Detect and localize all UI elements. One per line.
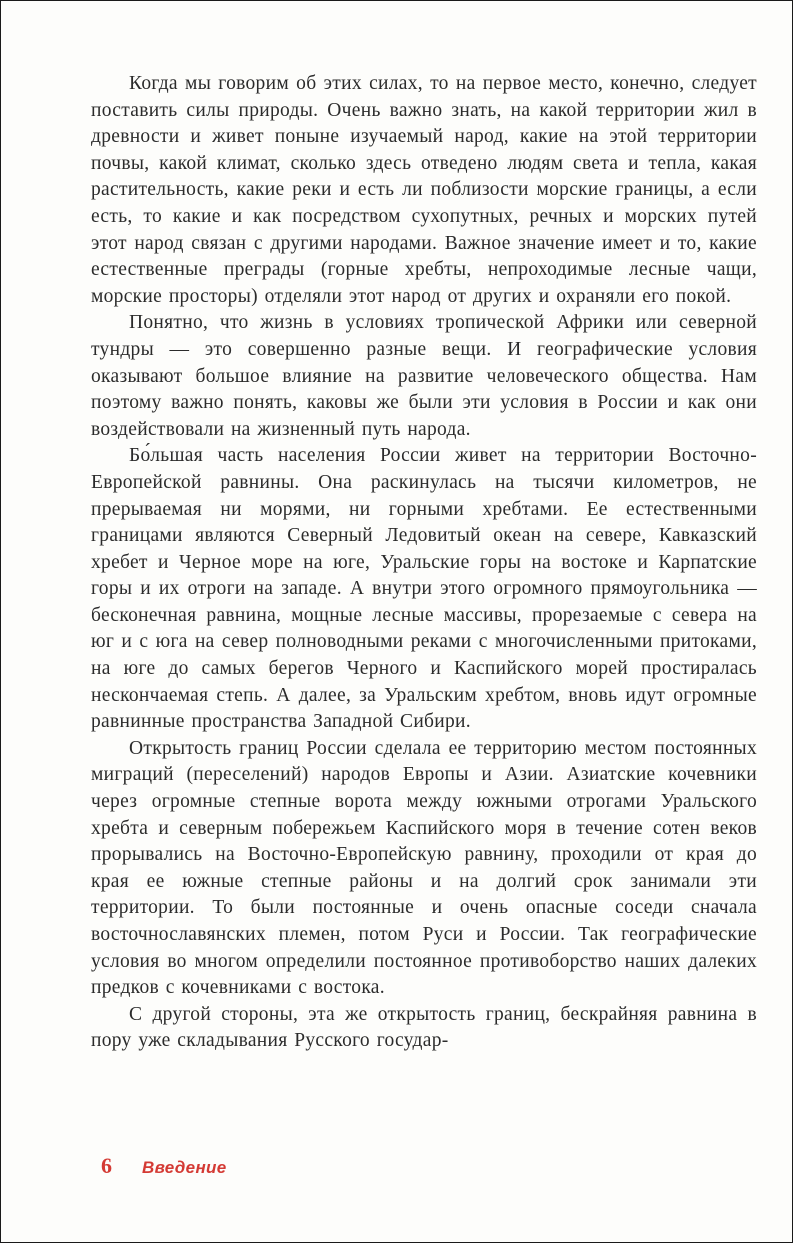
body-text (91, 71, 757, 1055)
paragraph: С другой стороны, эта же открытость границ, бескрайняя равнина в пору уже складывания Русского государ- (91, 1003, 757, 1052)
paragraph: Бо́льшая часть населения России живет на территории Восточно-Европейской равнины. Она раскинулась на тысячи километров, не прерываемая ни морями, ни горными хребтами. Ее естественными границами являются Северный Ледовитый океан на севере, Кавказский хребет и Черное море на юге, Уральские горы на востоке и Карпатские горы и их отроги на западе. А внутри этого огромного прямоугольника — бесконечная равнина, мощные лесные массивы, прорезаемые с севера на юг и с юга на север полноводными реками с многочисленными притоками, на юге до самых берегов Черного и Каспийского морей простиралась нескончаемая степь. А далее, за Уральским хребтом, вновь идут огромные равнинные пространства Западной Сибири. (91, 445, 757, 733)
page-number: 6 (101, 1153, 112, 1178)
paragraph: Когда мы говорим об этих силах, то на первое место, конечно, следует поставить силы природы. Очень важно знать, на какой территории жил в древности и живет поныне изучаемый народ, какие на этой территории почвы, какой климат, сколько здесь отведено людям света и тепла, какая растительность, какие реки и есть ли поблизости морские границы, а если есть, то какие и как посредством сухопутных, речных и морских путей этот народ связан с другими народами. Важное значение имеет и то, какие естественные преграды (горные хребты, непроходимые лесные чащи, морские просторы) отделяли этот народ от других и охраняли его покой. (91, 73, 757, 307)
section-title: Введение (142, 1158, 227, 1177)
paragraph: Открытость границ России сделала ее территорию местом постоянных миграций (переселений) народов Европы и Азии. Азиатские кочевники через огромные степные ворота между южными отрогами Уральского хребта и северным побережьем Каспийского моря в течение сотен веков прорывались на Восточно-Европейскую равнину, проходили от края до края ее южные степные районы и на долгий срок занимали эти территории. То были постоянные и очень опасные соседи сначала восточнославянских племен, потом Руси и России. Так географические условия во многом определили постоянное противоборство наших далеких предков с кочевниками с востока. (91, 737, 757, 999)
paragraph: Понятно, что жизнь в условиях тропической Африки или северной тундры — это совершенно разные вещи. И географические условия оказывают большое влияние на развитие человеческого общества. Нам поэтому важно понять, каковы же были эти условия в России и как они воздействовали на жизненный путь народа. (91, 312, 757, 440)
page-footer (101, 1153, 227, 1179)
